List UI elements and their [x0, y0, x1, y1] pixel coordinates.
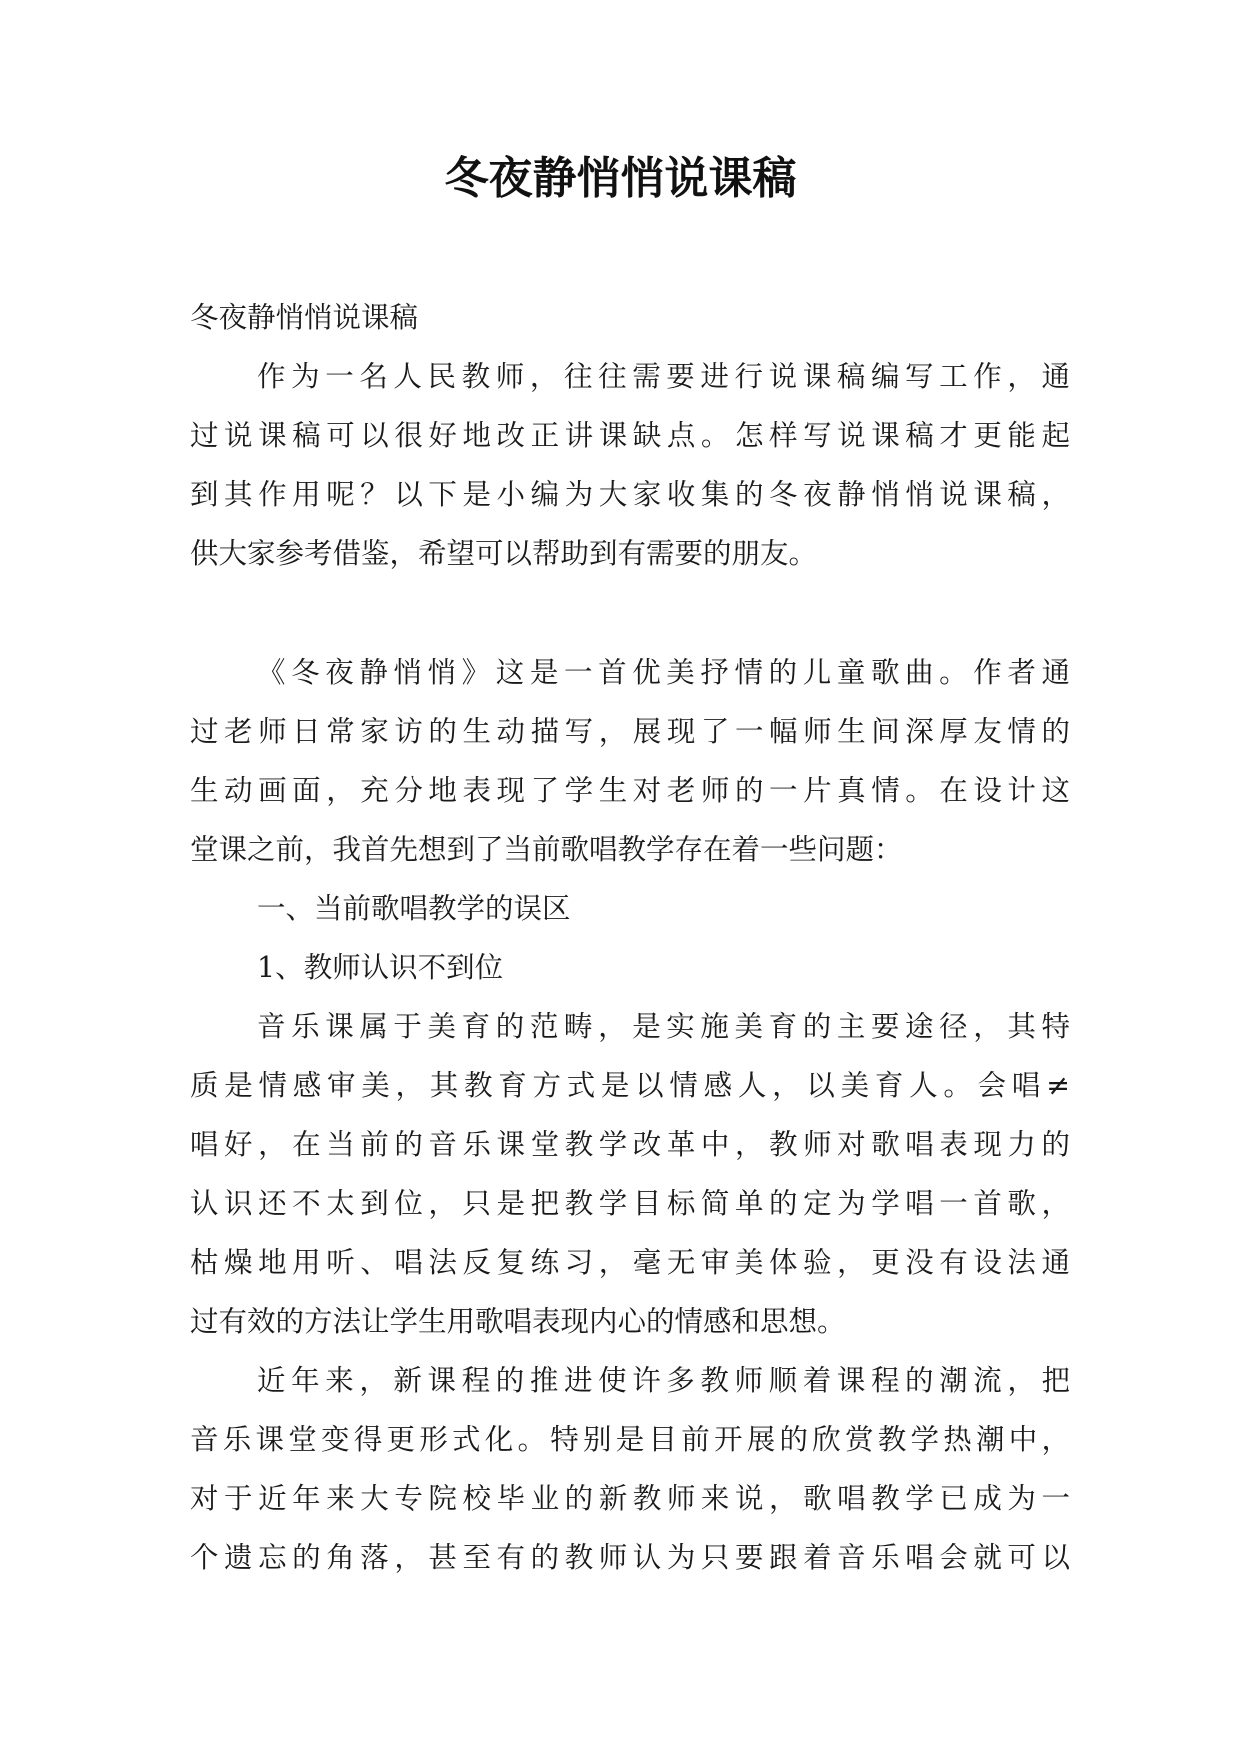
text-line: 近年来，新课程的推进使许多教师顺着课程的潮流，把 [257, 1364, 1070, 1397]
document-body [190, 288, 1070, 1587]
paragraph-gap [190, 583, 1070, 643]
song-intro-paragraph [190, 643, 1070, 879]
teacher-awareness-paragraph [190, 997, 1070, 1351]
text-line: 对于近年来大专院校毕业的新教师来说，歌唱教学已成为一 [190, 1482, 1070, 1515]
text-line: 过说课稿可以很好地改正讲课缺点。怎样写说课稿才更能起 [190, 419, 1070, 452]
text-line: 质是情感审美，其教育方式是以情感人，以美育人。会唱≠ [190, 1069, 1070, 1102]
text-line: 供大家参考借鉴，希望可以帮助到有需要的朋友。 [190, 537, 818, 570]
text-line: 音乐课堂变得更形式化。特别是目前开展的欣赏教学热潮中， [190, 1423, 1070, 1456]
text-line: 过老师日常家访的生动描写，展现了一幅师生间深厚友情的 [190, 715, 1070, 748]
text-line: 唱好，在当前的音乐课堂教学改革中，教师对歌唱表现力的 [190, 1128, 1070, 1161]
text-line: 过有效的方法让学生用歌唱表现内心的情感和思想。 [190, 1305, 846, 1338]
text-line: 生动画面，充分地表现了学生对老师的一片真情。在设计这 [190, 774, 1070, 807]
document-subtitle: 冬夜静悄悄说课稿 [190, 301, 419, 334]
text-line: 堂课之前，我首先想到了当前歌唱教学存在着一些问题： [190, 833, 903, 866]
text-line: 作为一名人民教师，往往需要进行说课稿编写工作，通 [257, 360, 1070, 393]
section-heading: 一、当前歌唱教学的误区 [257, 892, 571, 925]
text-line: 认识还不太到位，只是把教学目标简单的定为学唱一首歌， [190, 1187, 1070, 1220]
intro-paragraph [190, 347, 1070, 583]
subsection-heading: 1、教师认识不到位 [257, 951, 504, 984]
text-line: 个遗忘的角落，甚至有的教师认为只要跟着音乐唱会就可以 [190, 1541, 1070, 1574]
new-curriculum-paragraph [190, 1351, 1070, 1587]
text-line: 到其作用呢？以下是小编为大家收集的冬夜静悄悄说课稿， [190, 478, 1070, 511]
document-title: 冬夜静悄悄说课稿 [444, 153, 797, 204]
text-line: 《冬夜静悄悄》这是一首优美抒情的儿童歌曲。作者通 [257, 656, 1070, 689]
text-line: 音乐课属于美育的范畴，是实施美育的主要途径，其特 [257, 1010, 1070, 1043]
text-line: 枯燥地用听、唱法反复练习，毫无审美体验，更没有设法通 [190, 1246, 1070, 1279]
